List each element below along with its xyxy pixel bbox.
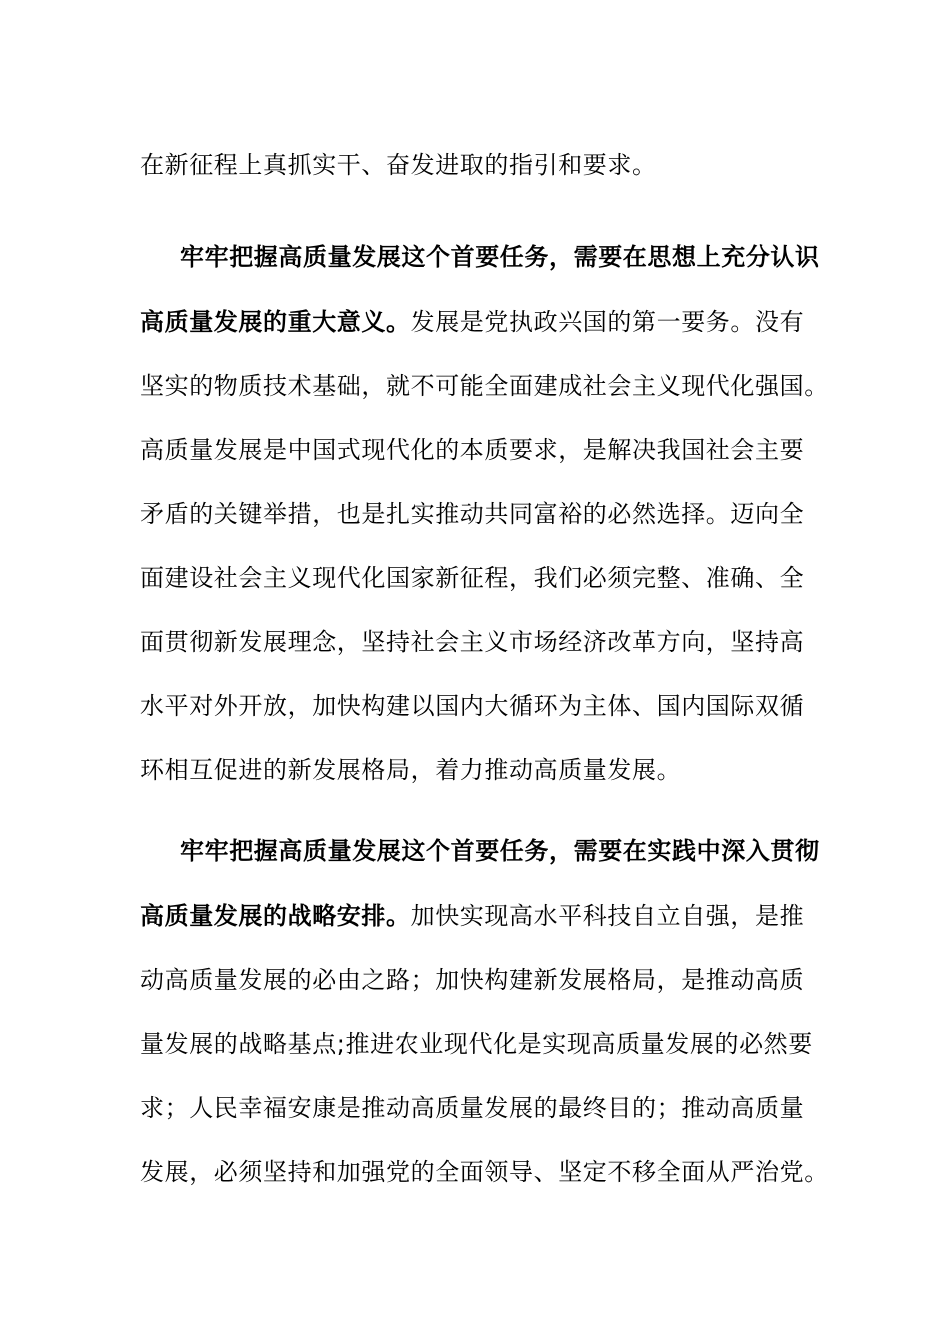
paragraph-2-line-5: 矛盾的关键举措，也是扎实推动共同富裕的必然选择。迈向全 xyxy=(140,500,805,528)
paragraph-2-line-6: 面建设社会主义现代化国家新征程，我们必须完整、准确、全 xyxy=(140,564,805,592)
paragraph-2-line-4: 高质量发展是中国式现代化的本质要求，是解决我国社会主要 xyxy=(140,436,805,464)
paragraph-3-lead-line-1: 牢牢把握高质量发展这个首要任务，需要在实践中深入贯彻 xyxy=(180,837,820,865)
paragraph-2-lead-line-2 xyxy=(140,302,830,342)
paragraph-2-line-8: 水平对外开放，加快构建以国内大循环为主体、国内国际双循 xyxy=(140,692,805,720)
paragraph-1-line-1: 在新征程上真抓实干、奋发进取的指引和要求。 xyxy=(140,151,657,179)
paragraph-2-bold-heading: 高质量发展的重大意义。 xyxy=(140,308,411,336)
paragraph-3-line-5: 求；人民幸福安康是推动高质量发展的最终目的；推动高质量 xyxy=(140,1094,805,1122)
paragraph-2-line-9: 环相互促进的新发展格局，着力推动高质量发展。 xyxy=(140,756,682,784)
paragraph-2-line-3: 坚实的物质技术基础，就不可能全面建成社会主义现代化强国。 xyxy=(140,372,829,400)
paragraph-3-lead-line-2 xyxy=(140,896,830,936)
paragraph-3-lead-text: 加快实现高水平科技自立自强，是推 xyxy=(410,902,805,930)
paragraph-3-line-4: 量发展的战略基点;推进农业现代化是实现高质量发展的必然要 xyxy=(140,1030,813,1058)
paragraph-3-line-3: 动高质量发展的必由之路；加快构建新发展格局，是推动高质 xyxy=(140,966,805,994)
paragraph-3-bold-heading: 高质量发展的战略安排。 xyxy=(140,902,411,930)
paragraph-2-lead-line-1: 牢牢把握高质量发展这个首要任务，需要在思想上充分认识 xyxy=(180,243,820,271)
paragraph-3-line-6: 发展，必须坚持和加强党的全面领导、坚定不移全面从严治党。 xyxy=(140,1158,829,1186)
paragraph-2-lead-text: 发展是党执政兴国的第一要务。没有 xyxy=(410,308,805,336)
paragraph-2-line-7: 面贯彻新发展理念，坚持社会主义市场经济改革方向，坚持高 xyxy=(140,628,805,656)
